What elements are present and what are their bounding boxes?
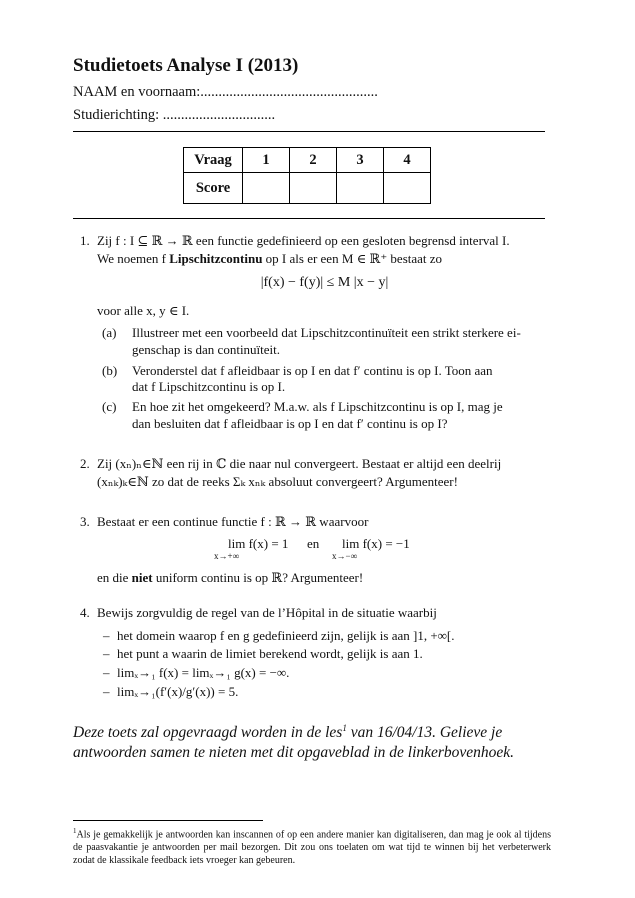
score-cell-4 bbox=[384, 173, 431, 204]
bullet-dash: – bbox=[103, 665, 110, 680]
score-cell-3 bbox=[337, 173, 384, 204]
question-1a-line2: genschap is dan continuïteit. bbox=[132, 342, 281, 357]
question-1-line1: Zij f : I ⊆ ℝ → ℝ een functie gedefinieerd op een gesloten begrensd interval I. bbox=[97, 233, 510, 248]
question-1-number: 1. bbox=[80, 233, 90, 248]
header-divider bbox=[73, 131, 545, 132]
question-1a-line1: Illustreer met een voorbeeld dat Lipschitzcontinuïteit een strikt sterkere ei- bbox=[132, 325, 521, 340]
question-1c-line2: dan besluiten dat f afleidbaar is op I en dat f′ continu is op I? bbox=[132, 416, 448, 431]
question-2-line2: (xₙₖ)ₖ∈ℕ zo dat de reeks Σₖ xₙₖ absoluut convergeert? Argumenteer! bbox=[97, 474, 458, 489]
question-1b-label: (b) bbox=[102, 363, 118, 378]
footnote: $^1$Als je gemakkelijk je antwoorden kan inscannen of op een andere manier kan digitaliseren, dan mag je ook al tijdens de paasvakantie je antwoorden per mail bezorgen. Dit zou ons toelaten om wat tijd te winnen bij het verbeterwerk zodat de klassikale feedback iets vroeger kan gebeuren. bbox=[73, 827, 551, 867]
footnote-rule bbox=[73, 820, 263, 821]
study-field-line: Studierichting: ............................... bbox=[73, 107, 276, 123]
limit-connector: en bbox=[307, 536, 320, 551]
bullet-dash: – bbox=[103, 646, 110, 661]
limit-plus-infinity: lim f(x) = 1 bbox=[228, 536, 289, 551]
score-row-label: Score bbox=[184, 173, 243, 204]
question-1b-line1: Veronderstel dat f afleidbaar is op I en dat f′ continu is op I. Toon aan bbox=[132, 363, 493, 378]
limit-minus-infinity-subscript: x→−∞ bbox=[332, 551, 357, 561]
table-divider bbox=[73, 218, 545, 219]
limit-plus-infinity-subscript: x→+∞ bbox=[214, 551, 239, 561]
bullet-dash: – bbox=[103, 628, 110, 643]
score-cell-1 bbox=[243, 173, 290, 204]
question-1c-label: (c) bbox=[102, 399, 117, 414]
question-4-bullet-4: limₓ→₁(f′(x)/g′(x)) = 5. bbox=[117, 684, 239, 699]
question-2-line1: Zij (xₙ)ₙ∈ℕ een rij in ℂ die naar nul convergeert. Bestaat er altijd een deelrij bbox=[97, 456, 502, 471]
score-col-4: 4 bbox=[384, 148, 431, 173]
bullet-dash: – bbox=[103, 684, 110, 699]
question-1-line2: We noemen f Lipschitzcontinu op I als er een M ∈ ℝ⁺ bestaat zo bbox=[97, 251, 443, 266]
question-4-bullet-1: het domein waarop f en g gedefinieerd zijn, gelijk is aan ]1, +∞[. bbox=[117, 628, 455, 643]
question-3-line2: en die niet uniform continu is op ℝ? Argumenteer! bbox=[97, 570, 364, 585]
closing-remark: Deze toets zal opgevraagd worden in de les$^1$ van 16/04/13. Gelieve je antwoorden samen te nieten met dit opgaveblad in de linkerbovenhoek. bbox=[73, 723, 515, 762]
question-3-line1: Bestaat er een continue functie f : ℝ → ℝ waarvoor bbox=[97, 514, 369, 529]
lipschitz-formula: |f(x) − f(y)| ≤ M |x − y| bbox=[260, 275, 389, 290]
question-3-number: 3. bbox=[80, 514, 90, 529]
question-4-number: 4. bbox=[80, 605, 90, 620]
score-col-3: 3 bbox=[337, 148, 384, 173]
question-1-condition: voor alle x, y ∈ I. bbox=[97, 303, 190, 318]
question-2-number: 2. bbox=[80, 456, 90, 471]
question-4-bullet-3: limₓ→₁ f(x) = limₓ→₁ g(x) = −∞. bbox=[117, 665, 290, 680]
limit-minus-infinity: lim f(x) = −1 bbox=[342, 536, 410, 551]
score-table bbox=[183, 147, 431, 204]
question-1b-line2: dat f Lipschitzcontinu is op I. bbox=[132, 379, 286, 394]
question-1c-line1: En hoe zit het omgekeerd? M.a.w. als f Lipschitzcontinu is op I, mag je bbox=[132, 399, 503, 414]
score-cell-2 bbox=[290, 173, 337, 204]
question-1a-label: (a) bbox=[102, 325, 117, 340]
question-4-bullet-2: het punt a waarin de limiet berekend wordt, gelijk is aan 1. bbox=[117, 646, 423, 661]
score-table-header: Vraag bbox=[184, 148, 243, 173]
page-title: Studietoets Analyse I (2013) bbox=[73, 55, 299, 76]
name-field-line: NAAM en voornaam:................................................. bbox=[73, 84, 378, 100]
score-col-2: 2 bbox=[290, 148, 337, 173]
question-4-line1: Bewijs zorgvuldig de regel van de l’Hôpital in de situatie waarbij bbox=[97, 605, 437, 620]
score-col-1: 1 bbox=[243, 148, 290, 173]
